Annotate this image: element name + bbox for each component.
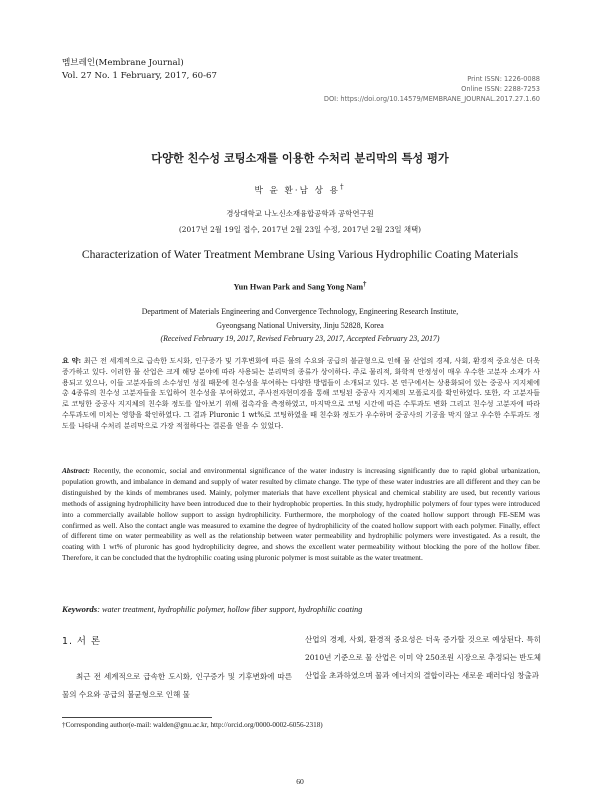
keywords <box>62 604 540 614</box>
print-issn: Print ISSN: 1226-0088 <box>467 75 540 83</box>
keywords-label: Keywords <box>62 604 98 614</box>
body-column-left <box>62 668 292 704</box>
abstract-korean-label: 요 약: <box>62 356 82 365</box>
issn-block <box>324 74 540 104</box>
dates-korean: (2017년 2월 19일 접수, 2017년 2월 23일 수정, 2017년 2월 23일 채택) <box>178 225 422 234</box>
affiliation-english <box>0 305 600 346</box>
dates-english: (Received February 19, 2017, Revised February 23, 2017, Accepted February 23, 2017) <box>160 334 440 343</box>
keywords-text: : water treatment, hydrophilic polymer, hollow fiber support, hydrophilic coating <box>97 605 363 614</box>
body-column-right <box>305 631 541 685</box>
corresponding-mark-english: † <box>363 281 367 288</box>
authors-korean <box>0 182 600 196</box>
abstract-english-label: Abstract: <box>62 466 90 475</box>
title-korean: 다양한 친수성 코팅소재를 이용한 수처리 분리막의 특성 평가 <box>151 152 449 165</box>
abstract-english-text: Recently, the economic, social and environmental significance of the water industry is increasing significantly due to rapid global urbanization, population growth, and imbalance in demand and supply of water resulted by climate change. The type of these water industries are all different and they can be distinguished by the kinds of membranes used. Mainly, polymer materials that have excellent physical and chemical stability are used, but recently various methods of assigning hydrophilicity have been introduced due to their hydrophobic properties. In this study, hydrophilic polymers of four types were introduced into a commercially available hollow support to assign hydrophilicity. Furthermore, the morphology of the coated hollow support through FE-SEM was confirmed as well. Also the contact angle was measured to examine the degree of hydrophilicity of the coated hollow support with each polymer. Finally, effect of different time on water permeability as well as the relationship between water permeability and hydrophilic polymers were investigated. As a result, the coating with 1 wt% of pluronic has good hydrophilicity degree, and shows the excellent water permeability without blocking the pore of the hollow fiber. Therefore, it can be concluded that the hydrophilic coating using pluronic polymer is most suitable as the water treatment. <box>62 466 540 563</box>
authors-korean-names: 박 윤 환·남 상 용 <box>254 185 340 196</box>
affiliation-korean: 경상대학교 나노신소재융합공학과 공학연구원 <box>226 209 374 218</box>
authors-english-names: Yun Hwan Park and Sang Yong Nam <box>233 282 364 292</box>
body-right-paragraph: 산업의 경제, 사회, 환경적 중요성은 더욱 증가할 것으로 예상된다. 특히 2010년 기준으로 물 산업은 이미 약 250조원 시장으로 추정되는 반도체 산업을 초과하였으며 물과 에너지의 결합이라는 새로운 패러다임 창출과 <box>305 635 541 680</box>
affiliation-english-line1: Department of Materials Engineering and Convergence Technology, Engineering Research Institute, <box>141 307 459 316</box>
journal-name: 멤브레인(Membrane Journal) <box>62 58 184 68</box>
abstract-english <box>62 466 540 564</box>
journal-volume: Vol. 27 No. 1 February, 2017, 60-67 <box>62 71 217 81</box>
corresponding-author-footnote: †Corresponding author(e-mail: walden@gnu.ac.kr, http://orcid.org/0000-0002-6056-2318) <box>62 721 323 729</box>
abstract-korean-text: 최근 전 세계적으로 급속한 도시화, 인구증가 및 기후변화에 따른 물의 수요와 공급의 불균형으로 인해 물 산업의 경제, 사회, 환경적 중요성은 더욱 증가하고 있다. 이러한 물 산업은 크게 해당 분야에 따라 사용되는 분리막의 종류가 상이하다. 주로 물리적, 화학적 안정성이 매우 우수한 고분자 소재가 사용되고 있으나, 이들 고분자들의 소수성인 성질 때문에 친수성을 부여하는 다양한 방법들이 소개되고 있다. 본 연구에서는 상용화되어 있는 중공사 지지체에 총 4종류의 친수성 고분자들을 도입하여 친수성을 부여하였고, 주사전자현미경을 통해 코팅된 중공사 지지체의 모폴로지를 확인하였다. 또한, 각 고분자들로 코팅한 중공사 지지체의 친수화 정도를 알아보기 위해 접촉각을 측정하였고, 마지막으로 코팅 시간에 따른 수투과도 변화 그리고 친수성 고분자에 따라 수투과도에 미치는 영향을 확인하였다. 그 결과 Pluronic 1 wt%로 코팅하였을 때 친수화 정도가 우수하며 중공사의 기공을 막지 않고 우수한 수투과도 정도를 나타내 수처리 분리막으로 가장 적절하다는 결론을 얻을 수 있었다. <box>62 356 540 430</box>
doi: DOI: https://doi.org/10.14579/MEMBRANE_JOURNAL.2017.27.1.60 <box>323 95 540 103</box>
corresponding-mark-korean: † <box>339 182 346 191</box>
abstract-korean <box>62 356 540 432</box>
page-number: 60 <box>296 777 304 786</box>
title-english: Characterization of Water Treatment Membrane Using Various Hydrophilic Coating Materials <box>81 248 519 261</box>
affiliation-english-line2: Gyeongsang National University, Jinju 52828, Korea <box>216 320 384 330</box>
section-heading-introduction: 1. 서 론 <box>62 636 102 647</box>
body-left-paragraph: 최근 전 세계적으로 급속한 도시화, 인구증가 및 기후변화에 따른 물의 수요와 공급의 불균형으로 인해 물 <box>62 672 292 699</box>
authors-english <box>0 281 600 292</box>
online-issn: Online ISSN: 2288-7253 <box>461 85 540 93</box>
footnote-divider <box>62 717 212 718</box>
